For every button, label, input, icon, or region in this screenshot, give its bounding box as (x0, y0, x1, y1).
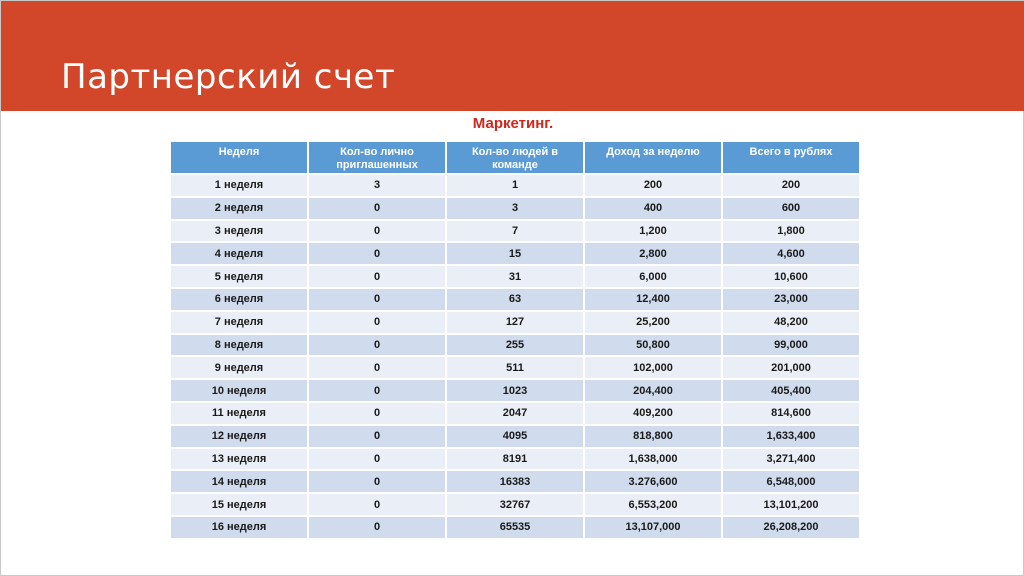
table-row (171, 221, 859, 242)
cell-week: 5 неделя (171, 266, 307, 287)
cell-team-size: 16383 (447, 471, 583, 492)
marketing-table (169, 140, 861, 540)
cell-total-rubles: 600 (723, 198, 859, 219)
table-row (171, 243, 859, 264)
cell-team-size: 8191 (447, 449, 583, 470)
cell-week: 14 неделя (171, 471, 307, 492)
cell-team-size: 65535 (447, 517, 583, 538)
cell-team-size: 31 (447, 266, 583, 287)
slide-subtitle: Маркетинг. (472, 115, 554, 132)
cell-week: 11 неделя (171, 403, 307, 424)
table-row (171, 266, 859, 287)
table-row (171, 517, 859, 538)
cell-personally-invited: 3 (309, 175, 445, 196)
cell-weekly-income: 6,553,200 (585, 494, 721, 515)
cell-week: 1 неделя (171, 175, 307, 196)
cell-total-rubles: 48,200 (723, 312, 859, 333)
table-row (171, 357, 859, 378)
slide-title: Партнерский счет (61, 57, 396, 97)
cell-personally-invited: 0 (309, 243, 445, 264)
cell-team-size: 511 (447, 357, 583, 378)
cell-personally-invited: 0 (309, 403, 445, 424)
cell-personally-invited: 0 (309, 289, 445, 310)
header-week: Неделя (171, 142, 307, 173)
cell-personally-invited: 0 (309, 426, 445, 447)
cell-personally-invited: 0 (309, 266, 445, 287)
cell-weekly-income: 409,200 (585, 403, 721, 424)
cell-personally-invited: 0 (309, 198, 445, 219)
cell-week: 13 неделя (171, 449, 307, 470)
table-row (171, 175, 859, 196)
cell-personally-invited: 0 (309, 517, 445, 538)
header-weekly-income: Доход за неделю (585, 142, 721, 173)
cell-total-rubles: 23,000 (723, 289, 859, 310)
cell-personally-invited: 0 (309, 380, 445, 401)
table-row (171, 380, 859, 401)
cell-week: 8 неделя (171, 335, 307, 356)
cell-team-size: 127 (447, 312, 583, 333)
cell-week: 3 неделя (171, 221, 307, 242)
cell-total-rubles: 10,600 (723, 266, 859, 287)
cell-team-size: 3 (447, 198, 583, 219)
cell-team-size: 4095 (447, 426, 583, 447)
cell-weekly-income: 102,000 (585, 357, 721, 378)
cell-weekly-income: 400 (585, 198, 721, 219)
cell-weekly-income: 818,800 (585, 426, 721, 447)
cell-total-rubles: 6,548,000 (723, 471, 859, 492)
cell-weekly-income: 1,638,000 (585, 449, 721, 470)
cell-personally-invited: 0 (309, 312, 445, 333)
cell-personally-invited: 0 (309, 471, 445, 492)
cell-team-size: 32767 (447, 494, 583, 515)
cell-week: 15 неделя (171, 494, 307, 515)
table-row (171, 289, 859, 310)
cell-weekly-income: 13,107,000 (585, 517, 721, 538)
cell-total-rubles: 1,800 (723, 221, 859, 242)
cell-weekly-income: 204,400 (585, 380, 721, 401)
cell-week: 7 неделя (171, 312, 307, 333)
title-banner (1, 1, 1024, 111)
table-row (171, 335, 859, 356)
cell-weekly-income: 50,800 (585, 335, 721, 356)
cell-weekly-income: 12,400 (585, 289, 721, 310)
cell-total-rubles: 4,600 (723, 243, 859, 264)
cell-personally-invited: 0 (309, 449, 445, 470)
header-total-rubles: Всего в рублях (723, 142, 859, 173)
cell-week: 16 неделя (171, 517, 307, 538)
table-row (171, 426, 859, 447)
table-row (171, 449, 859, 470)
cell-week: 6 неделя (171, 289, 307, 310)
cell-team-size: 255 (447, 335, 583, 356)
cell-weekly-income: 25,200 (585, 312, 721, 333)
table-row (171, 471, 859, 492)
table-header-row (171, 142, 859, 173)
table-body (171, 175, 859, 538)
cell-personally-invited: 0 (309, 357, 445, 378)
cell-team-size: 1023 (447, 380, 583, 401)
cell-total-rubles: 405,400 (723, 380, 859, 401)
cell-total-rubles: 99,000 (723, 335, 859, 356)
cell-weekly-income: 200 (585, 175, 721, 196)
cell-week: 9 неделя (171, 357, 307, 378)
table-row (171, 198, 859, 219)
cell-team-size: 15 (447, 243, 583, 264)
table-row (171, 312, 859, 333)
cell-personally-invited: 0 (309, 335, 445, 356)
cell-week: 10 неделя (171, 380, 307, 401)
cell-total-rubles: 814,600 (723, 403, 859, 424)
cell-week: 2 неделя (171, 198, 307, 219)
cell-team-size: 2047 (447, 403, 583, 424)
header-personally-invited: Кол-во лично приглашенных (309, 142, 445, 173)
cell-weekly-income: 1,200 (585, 221, 721, 242)
cell-personally-invited: 0 (309, 494, 445, 515)
table-row (171, 494, 859, 515)
cell-week: 12 неделя (171, 426, 307, 447)
cell-team-size: 1 (447, 175, 583, 196)
table-row (171, 403, 859, 424)
cell-total-rubles: 26,208,200 (723, 517, 859, 538)
cell-total-rubles: 1,633,400 (723, 426, 859, 447)
cell-personally-invited: 0 (309, 221, 445, 242)
cell-team-size: 63 (447, 289, 583, 310)
cell-weekly-income: 6,000 (585, 266, 721, 287)
cell-total-rubles: 200 (723, 175, 859, 196)
cell-total-rubles: 201,000 (723, 357, 859, 378)
header-team-size: Кол-во людей в команде (447, 142, 583, 173)
cell-week: 4 неделя (171, 243, 307, 264)
cell-total-rubles: 3,271,400 (723, 449, 859, 470)
cell-total-rubles: 13,101,200 (723, 494, 859, 515)
cell-team-size: 7 (447, 221, 583, 242)
cell-weekly-income: 3.276,600 (585, 471, 721, 492)
cell-weekly-income: 2,800 (585, 243, 721, 264)
